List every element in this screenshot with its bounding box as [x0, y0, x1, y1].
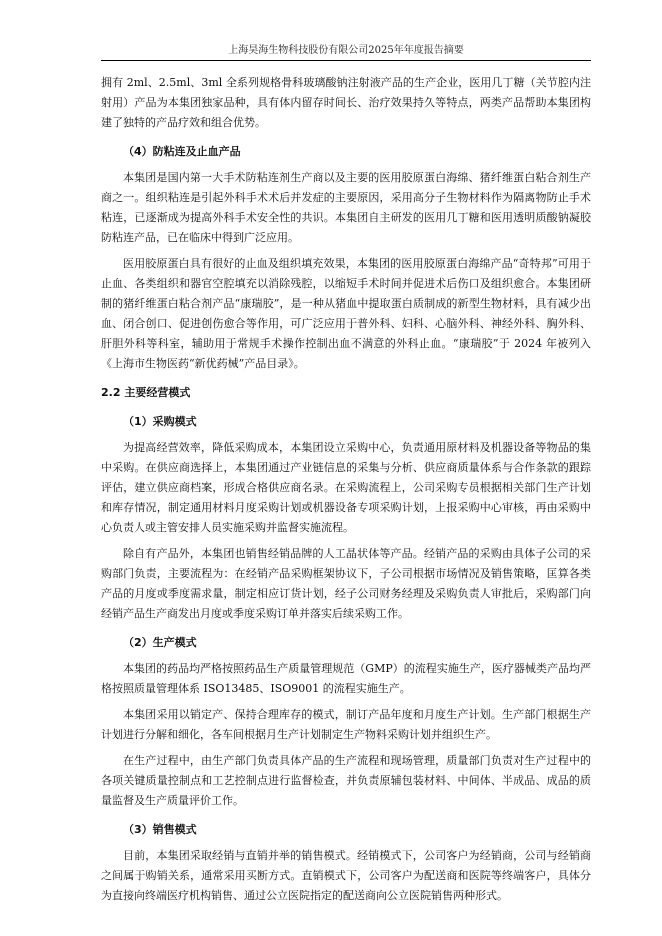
- paragraph-antiadhesion-2: 医用胶原蛋白具有很好的止血及组织填充效果，本集团的医用胶原蛋白海绵产品“奇特邦”可用于止血、各类组织和器官空腔填充以消除残腔，以缩短手术时间并促进术后伤口及组织愈合。本集团研制的猪纤维蛋白粘合剂产品“康瑞胶”，是一种从猪血中提取蛋白质制成的新型生物材料，具有减少出血、闭合创口、促进创伤愈合等作用，可广泛应用于普外科、妇科、心脑外科、神经外科、胸外科、肝胆外科等科室，辅助用于常规手术操作控制出血不满意的外科止血。“康瑞胶”于 2024 年被列入《上海市生物医药“新优药械”产品目录》。: [101, 257, 591, 370]
- paragraph-sales-1: 目前，本集团采取经销与直销并举的销售模式。经销模式下，公司客户为经销商，公司与经销商之间属于购销关系，通常采用买断方式。直销模式下，公司客户为配送商和医院等终端客户，具体分为直接向终端医疗机构销售、通过公立医院指定的配送商向公立医院销售两种形式。: [101, 849, 591, 902]
- heading-sales: （3）销售模式: [123, 823, 197, 836]
- paragraph-intro: 拥有 2ml、2.5ml、3ml 全系列规格骨科玻璃酸钠注射液产品的生产企业，医用几丁糖（关节腔内注射用）产品为本集团独家品种，具有体内留存时间长、治疗效果持久等特点，两类产品帮助本集团构建了独特的产品疗效和组合优势。: [101, 76, 591, 129]
- heading-business-model: 2.2 主要经营模式: [101, 386, 191, 399]
- paragraph-purchase-1: 为提高经营效率，降低采购成本，本集团设立采购中心，负责通用原材料及机器设备等物品的集中采购。在供应商选择上，本集团通过产业链信息的采集与分析、供应商质量体系与合作条款的跟踪评估，建立供应商档案，形成合格供应商名录。在采购流程上，公司采购专员根据相关部门生产计划和库存情况，制定通用材料月度采购计划或机器设备专项采购计划，上报采购中心审核，再由采购中心负责人或主管安排人员实施采购并监督实施流程。: [101, 441, 591, 534]
- paragraph-production-1: 本集团的药品均严格按照药品生产质量管理规范（GMP）的流程实施生产，医疗器械类产品均严格按照质量管理体系 ISO13485、ISO9001 的流程实施生产。: [101, 662, 591, 695]
- heading-production: （2）生产模式: [123, 636, 197, 649]
- paragraph-antiadhesion-1: 本集团是国内第一大手术防粘连剂生产商以及主要的医用胶原蛋白海绵、猪纤维蛋白粘合剂生产商之一。组织粘连是引起外科手术术后并发症的主要原因，采用高分子生物材料作为隔离物防止手术粘连，已逐渐成为提高外科手术安全性的共识。本集团自主研发的医用几丁糖和医用透明质酸钠凝胶防粘连产品，已在临床中得到广泛应用。: [101, 171, 591, 244]
- paragraph-production-3: 在生产过程中，由生产部门负责具体产品的生产流程和现场管理，质量部门负责对生产过程中的各项关键质量控制点和工艺控制点进行监督检查，并负责原辅包装材料、中间体、半成品、成品的质量监督及生产质量评价工作。: [101, 754, 591, 807]
- page-content: [101, 73, 591, 906]
- paragraph-production-2: 本集团采用以销定产、保持合理库存的模式，制订产品年度和月度生产计划。生产部门根据生产计划进行分解和细化，各车间根据月生产计划制定生产物料采购计划并组织生产。: [101, 708, 591, 741]
- heading-purchase: （1）采购模式: [123, 415, 197, 428]
- page-header: 上海昊海生物科技股份有限公司2025年年度报告摘要: [101, 44, 591, 61]
- paragraph-purchase-2: 除自有产品外，本集团也销售经销品牌的人工晶状体等产品。经销产品的采购由具体子公司的采购部门负责，主要流程为：在经销产品采购框架协议下，子公司根据市场情况及销售策略，匡算各类产品的月度或季度需求量，制定相应订货计划，经子公司财务经理及采购负责人审批后，采购部门向经销产品生产商发出月度或季度采购订单并落实后续采购工作。: [101, 547, 591, 620]
- heading-antiadhesion: （4）防粘连及止血产品: [123, 145, 241, 158]
